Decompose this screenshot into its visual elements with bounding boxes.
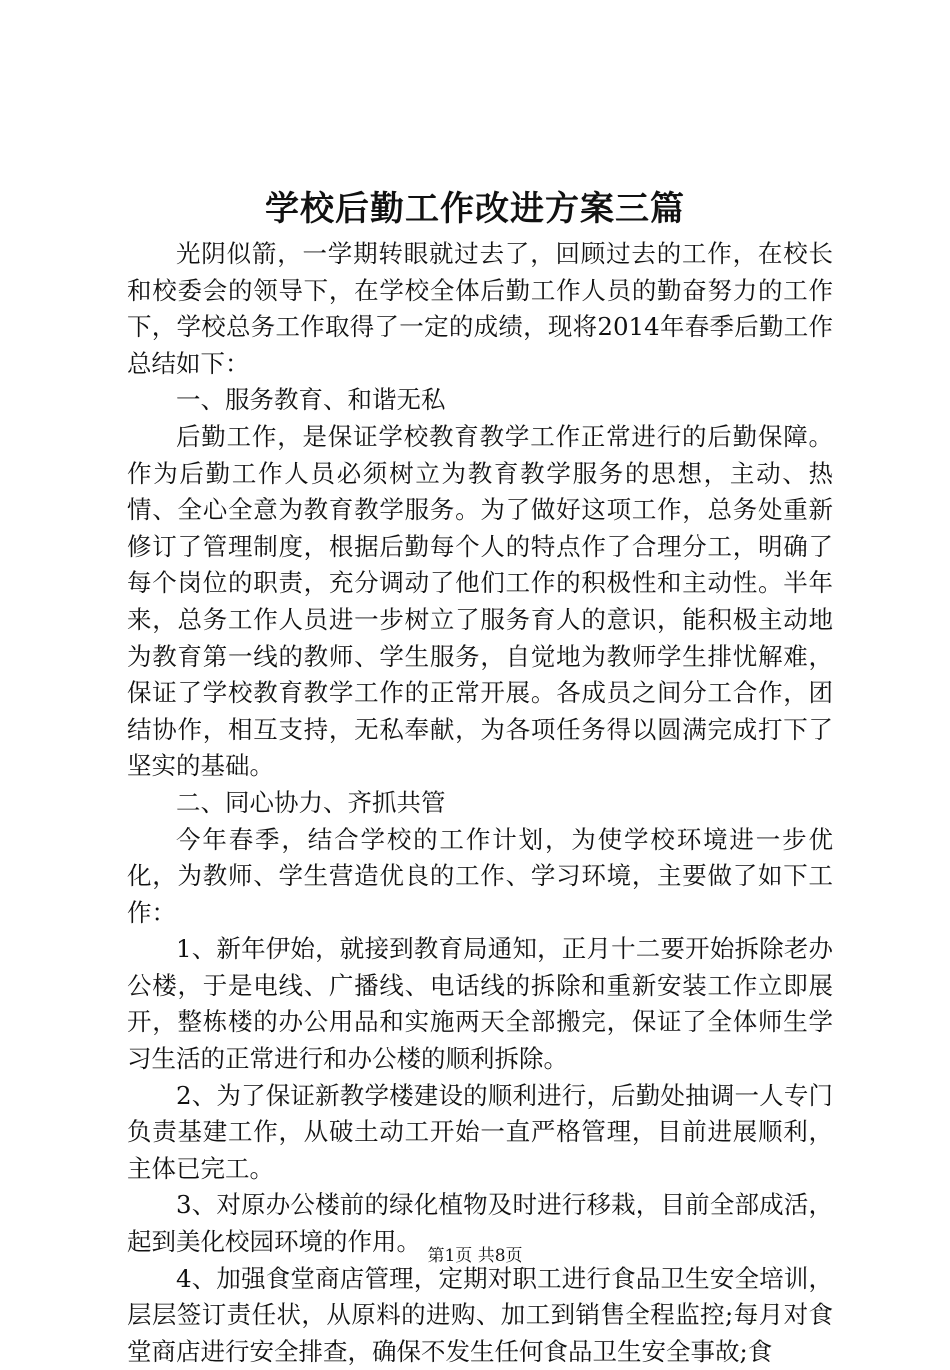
section-heading-1: 一、服务教育、和谐无私 [176,385,446,415]
list-item-1: 1、新年伊始，就接到教育局通知，正月十二要开始拆除老办公楼，于是电线、广播线、电话线的拆除和重新安装工作立即展开，整栋楼的办公用品和实施两天全部搬完，保证了全体师生学习生活的正常进行和办公楼的顺利拆除。 [127,934,833,1074]
document-body [127,236,833,1370]
document-title: 学校后勤工作改进方案三篇 [265,189,685,229]
list-item-4: 4、加强食堂商店管理，定期对职工进行食品卫生安全培训，层层签订责任状，从原料的进购、加工到销售全程监控;每月对食堂商店进行安全排查，确保不发生任何食品卫生安全事故;食 [127,1263,833,1366]
list-item-2: 2、为了保证新教学楼建设的顺利进行，后勤处抽调一人专门负责基建工作，从破土动工开始一直严格管理，目前进展顺利，主体已完工。 [127,1080,833,1183]
paragraph-intro: 光阴似箭，一学期转眼就过去了，回顾过去的工作，在校长和校委会的领导下，在学校全体后勤工作人员的勤奋努力的工作下，学校总务工作取得了一定的成绩，现将2014年春季后勤工作总结如下： [127,239,833,378]
paragraph-section-2: 今年春季，结合学校的工作计划，为使学校环境进一步优化，为教师、学生营造优良的工作、学习环境，主要做了如下工作： [127,824,833,927]
section-heading-2: 二、同心协力、齐抓共管 [176,787,446,817]
paragraph-section-1: 后勤工作，是保证学校教育教学工作正常进行的后勤保障。作为后勤工作人员必须树立为教育教学服务的思想，主动、热情、全心全意为教育教学服务。为了做好这项工作，总务处重新修订了管理制度，根据后勤每个人的特点作了合理分工，明确了每个岗位的职责，充分调动了他们工作的积极性和主动性。半年来，总务工作人员进一步树立了服务育人的意识，能积极主动地为教育第一线的教师、学生服务，自觉地为教师学生排忧解难，保证了学校教育教学工作的正常开展。各成员之间分工合作，团结协作，相互支持，无私奉献，为各项任务得以圆满完成打下了坚实的基础。 [127,421,833,781]
list-item-3: 3、对原办公楼前的绿化植物及时进行移栽，目前全部成活，起到美化校园环境的作用。 [127,1190,833,1257]
page-footer: 第1页 共8页 [427,1246,523,1266]
